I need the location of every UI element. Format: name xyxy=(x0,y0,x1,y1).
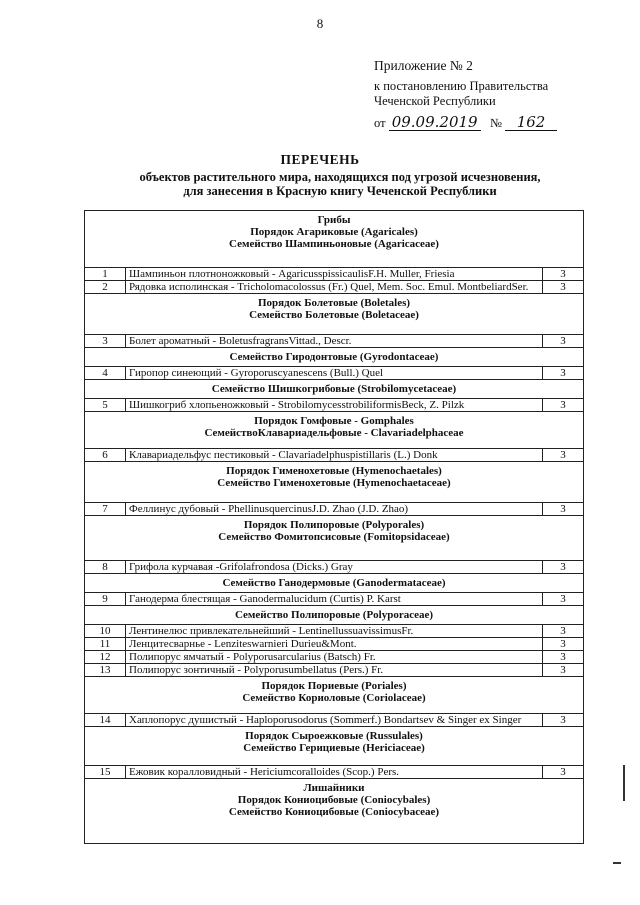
category: 3 xyxy=(543,335,584,348)
section-header xyxy=(85,574,584,593)
appendix-title: Приложение № 2 xyxy=(374,58,473,73)
row-number: 2 xyxy=(85,281,126,294)
section-header-line: Порядок Агариковые (Agaricales) xyxy=(250,226,418,238)
species-name: Ленцитесварнье - Lenziteswarnieri Durieu&Mont. xyxy=(126,638,543,651)
section-header-line: Семейство Фомитопсисовые (Fomitopsidaceae) xyxy=(218,531,450,543)
document-title: ПЕРЕЧЕНЬ xyxy=(280,152,360,167)
section-header-line: Семейство Полипоровые (Polyporaceae) xyxy=(234,609,434,621)
row-number: 11 xyxy=(85,638,126,651)
appendix-block xyxy=(374,58,624,131)
section-header xyxy=(85,294,584,335)
category: 3 xyxy=(543,664,584,677)
category: 3 xyxy=(543,714,584,727)
section-header-line: Семейство Болетовые (Boletaceae) xyxy=(249,309,419,321)
section-header-line: Порядок Гименохетовые (Hymenochaetales) xyxy=(226,465,442,477)
section-header-line: Семейство Шампиньоновые (Agaricaceae) xyxy=(229,238,439,250)
section-header-line: Порядок Полипоровые (Polyporales) xyxy=(243,519,425,531)
number-prefix: № xyxy=(489,116,502,130)
section-header xyxy=(85,779,584,844)
table-section-header-row xyxy=(85,462,584,503)
species-name: Грифола курчавая -Grifolafrondosa (Dicks.) Gray xyxy=(126,561,543,574)
table-row xyxy=(85,399,584,412)
table-section-header-row xyxy=(85,412,584,449)
table-row xyxy=(85,335,584,348)
date-prefix: от xyxy=(374,116,386,130)
section-header xyxy=(85,462,584,503)
section-header xyxy=(85,727,584,766)
section-header xyxy=(85,677,584,714)
table-row xyxy=(85,638,584,651)
table-row xyxy=(85,268,584,281)
table-section-header-row xyxy=(85,380,584,399)
handwritten-number: 162 xyxy=(505,115,557,131)
section-header xyxy=(85,348,584,367)
appendix-resolution-line: к постановлению Правительства xyxy=(374,79,549,93)
category: 3 xyxy=(543,625,584,638)
category: 3 xyxy=(543,367,584,380)
row-number: 8 xyxy=(85,561,126,574)
category: 3 xyxy=(543,766,584,779)
document-subtitle xyxy=(40,170,640,198)
table-row xyxy=(85,449,584,462)
section-header-line: СемействоКлавариадельфовые - Clavariadelphaceae xyxy=(204,427,464,439)
table-section-header-row xyxy=(85,606,584,625)
table-section-header-row xyxy=(85,779,584,844)
table-section-header-row xyxy=(85,574,584,593)
table-section-header-row xyxy=(85,677,584,714)
row-number: 13 xyxy=(85,664,126,677)
species-name: Феллинус дубовый - PhellinusquercinusJ.D. Zhao (J.D. Zhao) xyxy=(126,503,543,516)
category: 3 xyxy=(543,399,584,412)
page-number: 8 xyxy=(316,16,324,31)
section-header-line: Грибы xyxy=(317,214,351,226)
section-header-line: Семейство Ганодермовые (Ganodermataceae) xyxy=(222,577,446,589)
section-header-line: Порядок Кониоцибовые (Coniocybales) xyxy=(237,794,431,806)
table-section-header-row xyxy=(85,294,584,335)
species-name: Шампиньон плотноножковый - AgaricusspissicaulisF.H. Muller, Friesia xyxy=(126,268,543,281)
category: 3 xyxy=(543,281,584,294)
section-header-line: Порядок Гомфовые - Gomphales xyxy=(254,415,414,427)
appendix-republic-line: Чеченской Республики xyxy=(374,94,496,108)
appendix-date-line xyxy=(374,115,624,131)
species-name: Ганодерма блестящая - Ganodermalucidum (Curtis) P. Karst xyxy=(126,593,543,606)
species-name: Лентинелюс привлекательнейший - LentinellussuavissimusFr. xyxy=(126,625,543,638)
species-name: Гиропор синеющий - Gyroporuscyanescens (Bull.) Quel xyxy=(126,367,543,380)
species-name: Шишкогриб хлопьеножковый - StrobilomycesstrobiliformisBeck, Z. Pilzk xyxy=(126,399,543,412)
row-number: 3 xyxy=(85,335,126,348)
species-name: Хаплопорус душистый - Haploporusodorus (Sommerf.) Bondartsev & Singer ex Singer xyxy=(126,714,543,727)
row-number: 10 xyxy=(85,625,126,638)
section-header xyxy=(85,211,584,268)
table-row xyxy=(85,281,584,294)
table-row xyxy=(85,766,584,779)
table-section-header-row xyxy=(85,211,584,268)
category: 3 xyxy=(543,638,584,651)
section-header-line: Семейство Гиродонтовые (Gyrodontaceae) xyxy=(229,351,439,363)
section-header xyxy=(85,516,584,561)
table-row xyxy=(85,714,584,727)
section-header-line: Лишайники xyxy=(303,782,365,794)
margin-mark xyxy=(623,765,625,801)
row-number: 14 xyxy=(85,714,126,727)
table-section-header-row xyxy=(85,348,584,367)
category: 3 xyxy=(543,503,584,516)
row-number: 4 xyxy=(85,367,126,380)
species-name: Клавариадельфус пестиковый - Clavariadelphuspistillaris (L.) Donk xyxy=(126,449,543,462)
section-header-line: Семейство Кониоцибовые (Coniocybaceae) xyxy=(228,806,440,818)
table-section-header-row xyxy=(85,727,584,766)
species-name: Полипорус зонтичный - Polyporusumbellatus (Pers.) Fr. xyxy=(126,664,543,677)
section-header xyxy=(85,606,584,625)
table-row xyxy=(85,561,584,574)
section-header-line: Семейство Гименохетовые (Hymenochaetaceae) xyxy=(217,477,451,489)
section-header-line: Семейство Герициевые (Hericiaceae) xyxy=(243,742,425,754)
section-header-line: Порядок Болетовые (Boletales) xyxy=(257,297,411,309)
table-row xyxy=(85,664,584,677)
table-row xyxy=(85,651,584,664)
category: 3 xyxy=(543,651,584,664)
section-header-line: Порядок Пориевые (Poriales) xyxy=(261,680,407,692)
row-number: 6 xyxy=(85,449,126,462)
table-row xyxy=(85,625,584,638)
table-row xyxy=(85,503,584,516)
species-table xyxy=(84,210,584,844)
section-header-line: Семейство Шишкогрибовые (Strobilomycetaceae) xyxy=(211,383,457,395)
species-name: Ежовик коралловидный - Hericiumcoralloides (Scop.) Pers. xyxy=(126,766,543,779)
category: 3 xyxy=(543,561,584,574)
margin-dash xyxy=(613,862,621,864)
row-number: 15 xyxy=(85,766,126,779)
category: 3 xyxy=(543,449,584,462)
section-header xyxy=(85,412,584,449)
category: 3 xyxy=(543,593,584,606)
subtitle-line-2: для занесения в Красную книгу Чеченской Республики xyxy=(183,184,497,198)
table-row xyxy=(85,367,584,380)
row-number: 12 xyxy=(85,651,126,664)
section-header-line: Порядок Сыроежковые (Russulales) xyxy=(245,730,423,742)
row-number: 1 xyxy=(85,268,126,281)
species-name: Полипорус ямчатый - Polyporusarcularius (Batsch) Fr. xyxy=(126,651,543,664)
category: 3 xyxy=(543,268,584,281)
section-header-line: Семейство Кориоловые (Coriolaceae) xyxy=(242,692,426,704)
table-section-header-row xyxy=(85,516,584,561)
row-number: 9 xyxy=(85,593,126,606)
species-name: Рядовка исполинская - Tricholomacolossus (Fr.) Quel, Mem. Soc. Emul. MontbeliardSer. xyxy=(126,281,543,294)
row-number: 5 xyxy=(85,399,126,412)
table-row xyxy=(85,593,584,606)
row-number: 7 xyxy=(85,503,126,516)
section-header xyxy=(85,380,584,399)
subtitle-line-1: объектов растительного мира, находящихся под угрозой исчезновения, xyxy=(139,170,541,184)
species-name: Болет ароматный - BoletusfragransVittad., Descr. xyxy=(126,335,543,348)
handwritten-date: 09.09.2019 xyxy=(389,115,481,131)
